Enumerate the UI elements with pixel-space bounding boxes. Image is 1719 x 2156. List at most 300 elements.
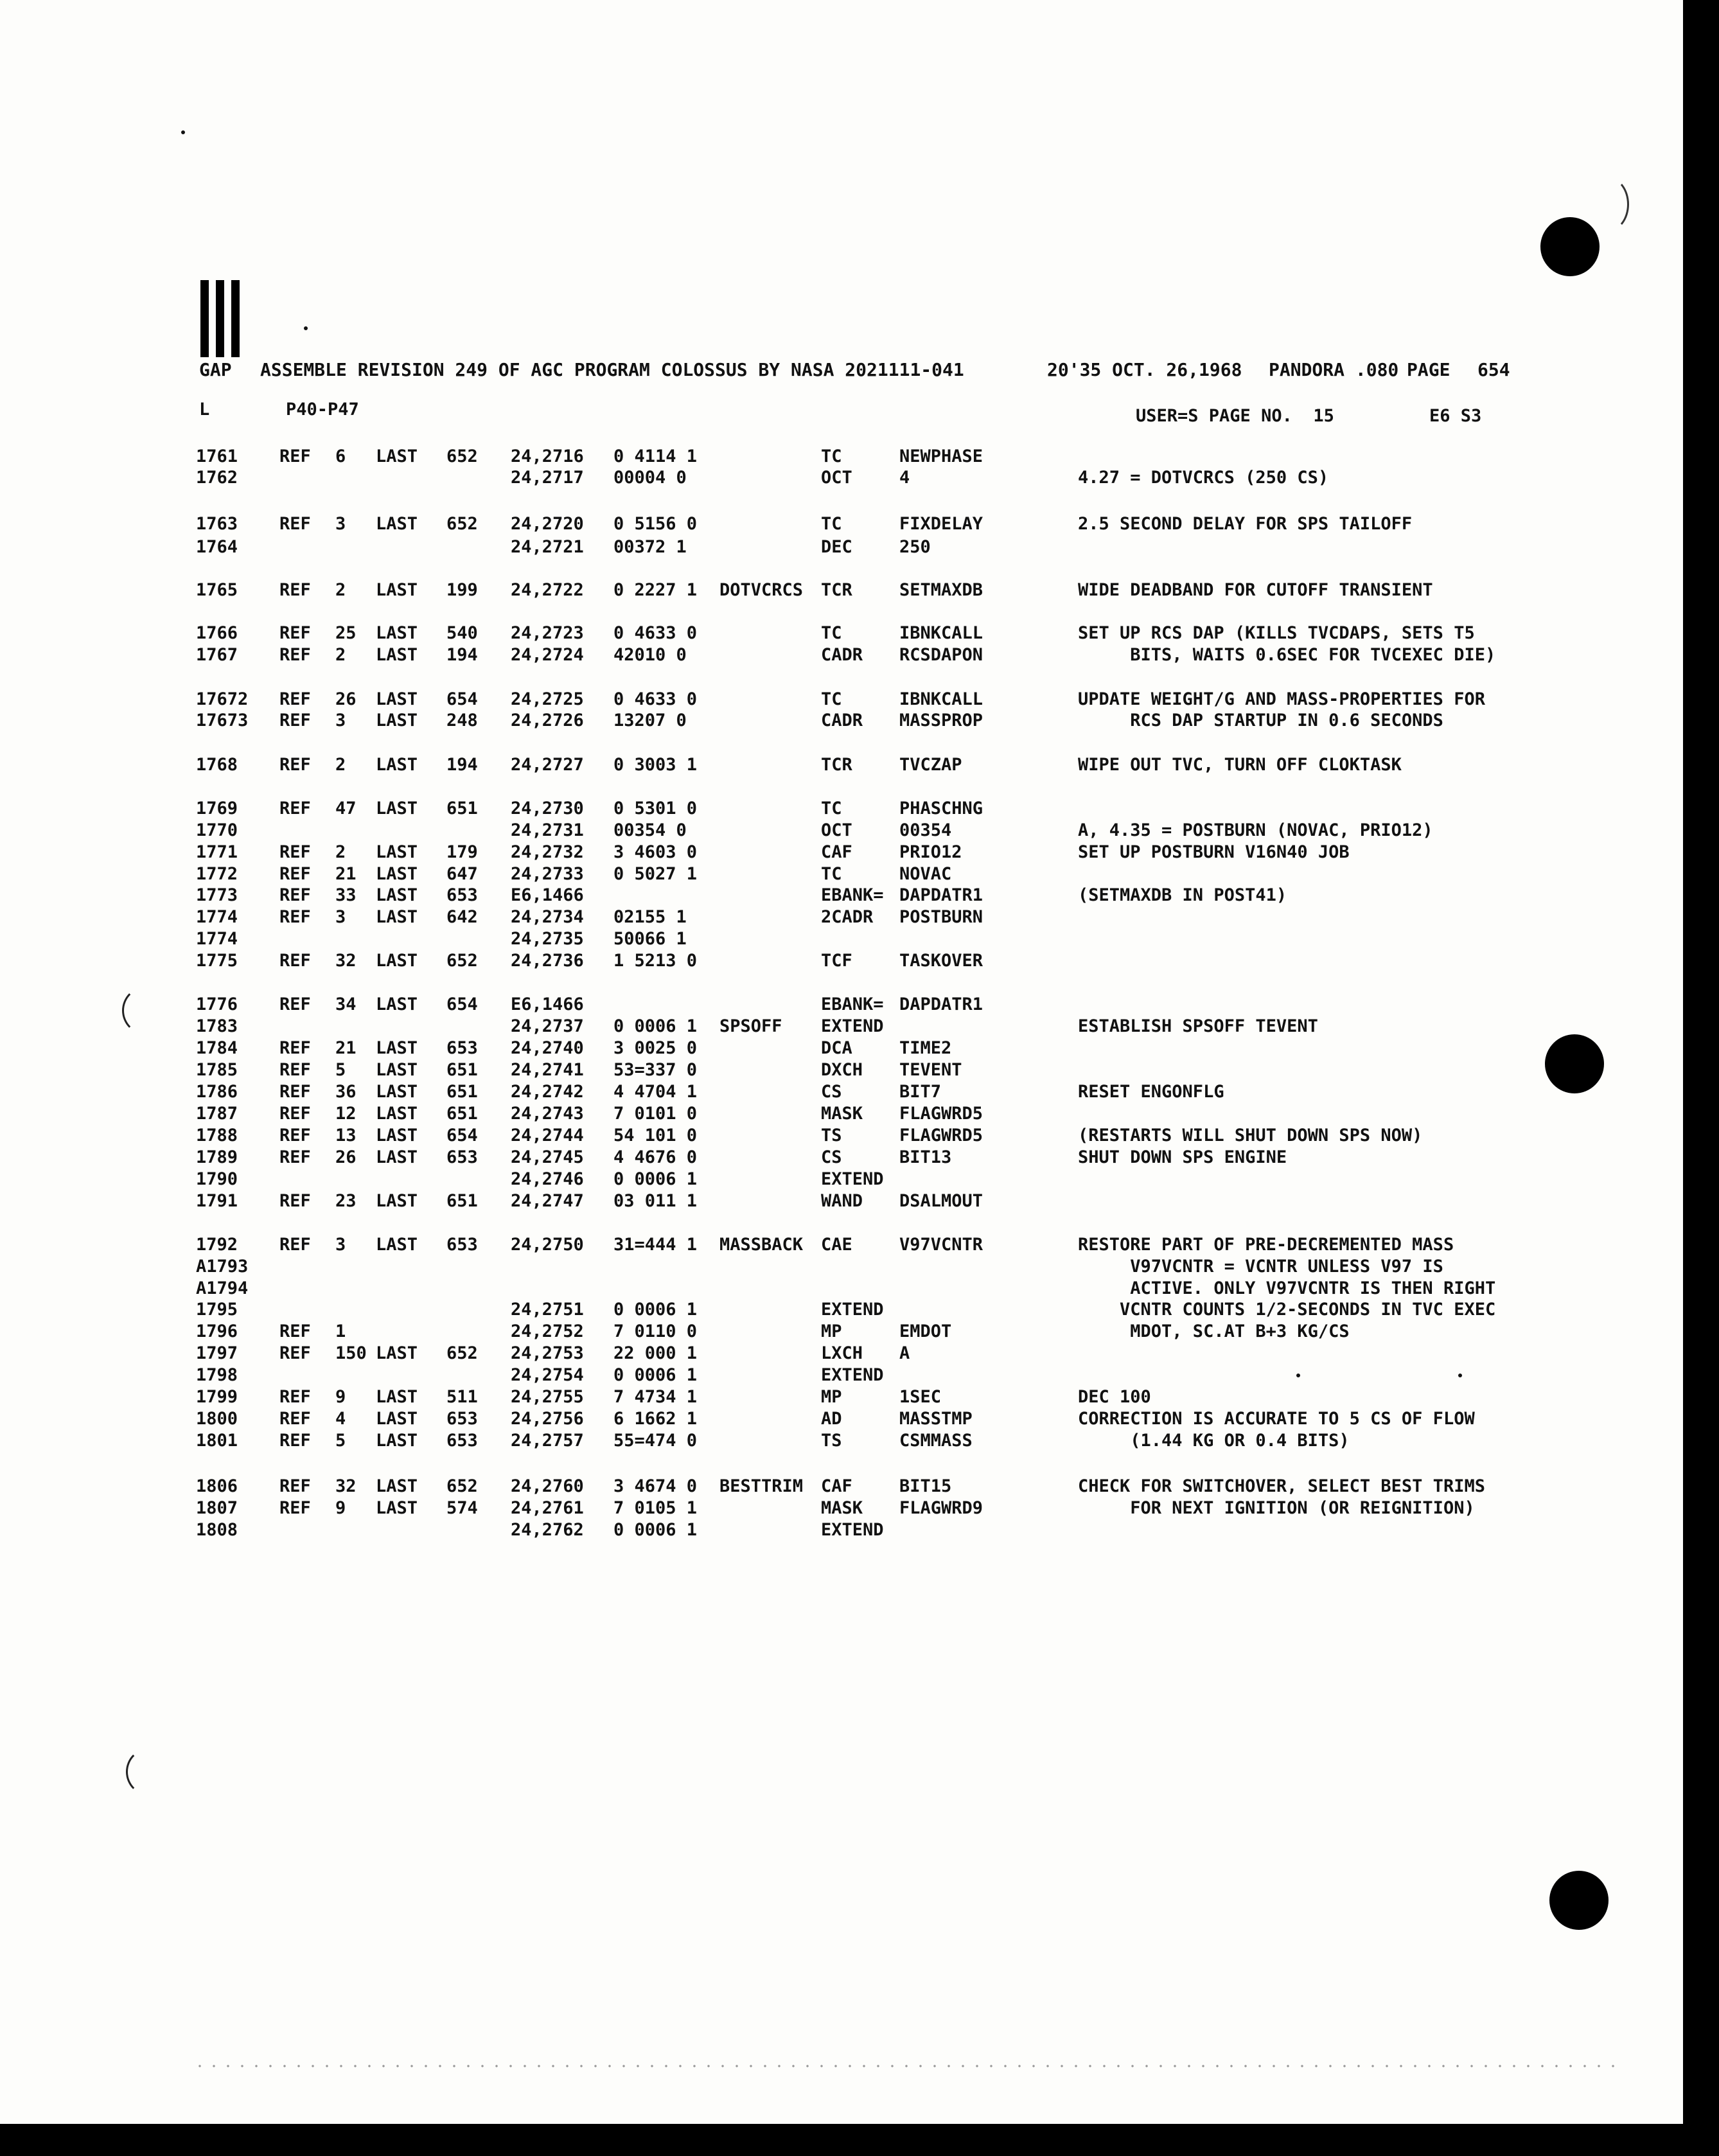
listing-n-cell: 1768	[196, 755, 238, 775]
listing-op-cell: TC	[821, 799, 842, 818]
listing-l-cell: LAST	[376, 907, 418, 927]
hole-arc-mark	[122, 986, 171, 1035]
ink-speck	[1296, 1374, 1300, 1377]
listing-o-cell: 50066 1	[613, 929, 687, 949]
listing-p-cell: 194	[446, 755, 478, 775]
listing-a-cell: 24,2747	[511, 1191, 584, 1211]
listing-l-cell: LAST	[376, 1126, 418, 1145]
listing-r-cell: REF	[279, 1104, 311, 1124]
listing-op-cell: TC	[821, 864, 842, 884]
punch-hole	[1549, 1871, 1609, 1930]
listing-o-cell: 7 4734 1	[613, 1387, 698, 1407]
listing-c-cell: 2	[335, 645, 346, 665]
listing-l-cell: LAST	[376, 1387, 418, 1407]
listing-a-cell: 24,2760	[511, 1476, 584, 1496]
listing-p-cell: 654	[446, 1126, 478, 1145]
listing-l-cell: LAST	[376, 1498, 418, 1518]
listing-p-cell: 652	[446, 951, 478, 971]
listing-op-cell: EBANK=	[821, 994, 884, 1014]
listing-addr-cell: NOVAC	[899, 864, 952, 884]
listing-n-cell: 1799	[196, 1387, 238, 1407]
listing-c-cell: 47	[335, 799, 357, 818]
listing-n-cell: 1774	[196, 929, 238, 949]
listing-n-cell: 1807	[196, 1498, 238, 1518]
listing-c-cell: 2	[335, 842, 346, 862]
listing-l-cell: LAST	[376, 711, 418, 730]
listing-o-cell: 00372 1	[613, 537, 687, 557]
listing-l-cell: LAST	[376, 1409, 418, 1429]
listing-r-cell: REF	[279, 623, 311, 643]
listing-n-cell: 1783	[196, 1016, 238, 1036]
listing-o-cell: 13207 0	[613, 711, 687, 730]
listing-o-cell: 4 4704 1	[613, 1082, 698, 1102]
listing-addr-cell: IBNKCALL	[899, 623, 983, 643]
listing-op-cell: DXCH	[821, 1060, 863, 1080]
listing-lab-cell: SPSOFF	[719, 1016, 782, 1036]
listing-a-cell: 24,2751	[511, 1300, 584, 1320]
listing-l-cell: LAST	[376, 1060, 418, 1080]
ink-speck	[1458, 1374, 1462, 1377]
listing-o-cell: 0 4114 1	[613, 446, 698, 466]
listing-c-cell: 26	[335, 1147, 357, 1167]
listing-a-cell: 24,2740	[511, 1038, 584, 1058]
listing-r-cell: REF	[279, 1476, 311, 1496]
listing-r-cell: REF	[279, 951, 311, 971]
listing-n-cell: 1791	[196, 1191, 238, 1211]
listing-r-cell: REF	[279, 1082, 311, 1102]
listing-r-cell: REF	[279, 799, 311, 818]
listing-n-cell: 1801	[196, 1431, 238, 1451]
listing-lab-cell: BESTTRIM	[719, 1476, 804, 1496]
listing-l-cell: LAST	[376, 689, 418, 709]
listing-addr-cell: NEWPHASE	[899, 446, 983, 466]
listing-n-cell: 1786	[196, 1082, 238, 1102]
listing-l-cell: LAST	[376, 580, 418, 600]
listing-cm-cell: WIDE DEADBAND FOR CUTOFF TRANSIENT	[1078, 580, 1433, 600]
listing-o-cell: 0 2227 1	[613, 580, 698, 600]
listing-a-cell: 24,2741	[511, 1060, 584, 1080]
listing-addr-cell: EMDOT	[899, 1321, 952, 1341]
listing-op-cell: TC	[821, 446, 842, 466]
listing-c-cell: 25	[335, 623, 357, 643]
listing-op-cell: EXTEND	[821, 1169, 884, 1189]
listing-r-cell: REF	[279, 580, 311, 600]
listing-a-cell: 24,2761	[511, 1498, 584, 1518]
listing-p-cell: 651	[446, 1191, 478, 1211]
listing-c-cell: 32	[335, 951, 357, 971]
header-system: PANDORA .080	[1269, 359, 1399, 380]
listing-c-cell: 5	[335, 1060, 346, 1080]
listing-cm-cell: 2.5 SECOND DELAY FOR SPS TAILOFF	[1078, 514, 1413, 534]
listing-a-cell: 24,2722	[511, 580, 584, 600]
listing-o-cell: 0 0006 1	[613, 1365, 698, 1385]
listing-op-cell: DCA	[821, 1038, 852, 1058]
listing-n-cell: 1790	[196, 1169, 238, 1189]
listing-c-cell: 26	[335, 689, 357, 709]
listing-p-cell: 653	[446, 1409, 478, 1429]
listing-a-cell: 24,2734	[511, 907, 584, 927]
listing-o-cell: 7 0101 0	[613, 1104, 698, 1124]
listing-r-cell: REF	[279, 842, 311, 862]
listing-a-cell: 24,2725	[511, 689, 584, 709]
listing-n-cell: 1808	[196, 1520, 238, 1540]
listing-a-cell: 24,2731	[511, 820, 584, 840]
listing-o-cell: 7 0105 1	[613, 1498, 698, 1518]
listing-addr-cell: FLAGWRD9	[899, 1498, 983, 1518]
listing-a-cell: 24,2744	[511, 1126, 584, 1145]
listing-p-cell: 574	[446, 1498, 478, 1518]
ink-speck	[304, 326, 308, 330]
hole-arc-mark	[126, 1747, 175, 1796]
listing-n-cell: A1793	[196, 1257, 249, 1277]
listing-addr-cell: PHASCHNG	[899, 799, 983, 818]
listing-l-cell: LAST	[376, 885, 418, 905]
listing-o-cell: 53=337 0	[613, 1060, 698, 1080]
listing-r-cell: REF	[279, 1409, 311, 1429]
listing-r-cell: REF	[279, 1126, 311, 1145]
listing-n-cell: 1806	[196, 1476, 238, 1496]
punch-hole	[1540, 217, 1600, 276]
listing-lab-cell: MASSBACK	[719, 1235, 804, 1255]
listing-addr-cell: 1SEC	[899, 1387, 942, 1407]
listing-c-cell: 3	[335, 514, 346, 534]
listing-addr-cell: POSTBURN	[899, 907, 983, 927]
listing-a-cell: 24,2752	[511, 1321, 584, 1341]
listing-n-cell: 1770	[196, 820, 238, 840]
listing-p-cell: 199	[446, 580, 478, 600]
listing-r-cell: REF	[279, 1387, 311, 1407]
listing-cm-cell: SET UP RCS DAP (KILLS TVCDAPS, SETS T5	[1078, 623, 1475, 643]
listing-a-cell: 24,2737	[511, 1016, 584, 1036]
listing-p-cell: 652	[446, 514, 478, 534]
listing-o-cell: 00354 0	[613, 820, 687, 840]
listing-l-cell: LAST	[376, 1343, 418, 1363]
listing-a-cell: 24,2732	[511, 842, 584, 862]
listing-a-cell: 24,2762	[511, 1520, 584, 1540]
listing-op-cell: EXTEND	[821, 1016, 884, 1036]
listing-addr-cell: RCSDAPON	[899, 645, 983, 665]
header-timestamp: 20'35 OCT. 26,1968	[1047, 359, 1242, 380]
listing-p-cell: 651	[446, 799, 478, 818]
listing-o-cell: 6 1662 1	[613, 1409, 698, 1429]
listing-n-cell: 1767	[196, 645, 238, 665]
listing-addr-cell: IBNKCALL	[899, 689, 983, 709]
listing-r-cell: REF	[279, 711, 311, 730]
listing-op-cell: EBANK=	[821, 885, 884, 905]
listing-c-cell: 34	[335, 994, 357, 1014]
listing-p-cell: 652	[446, 1476, 478, 1496]
listing-a-cell: 24,2754	[511, 1365, 584, 1385]
punch-hole	[1545, 1034, 1604, 1093]
listing-op-cell: CS	[821, 1082, 842, 1102]
listing-o-cell: 0 3003 1	[613, 755, 698, 775]
header-page-number: 654	[1477, 359, 1510, 380]
listing-r-cell: REF	[279, 1498, 311, 1518]
listing-l-cell: LAST	[376, 994, 418, 1014]
listing-l-cell: LAST	[376, 446, 418, 466]
listing-addr-cell: MASSTMP	[899, 1409, 973, 1429]
listing-cm-cell: RESTORE PART OF PRE-DECREMENTED MASS	[1078, 1235, 1454, 1255]
listing-cm-cell: ESTABLISH SPSOFF TEVENT	[1078, 1016, 1318, 1036]
listing-cm-cell: A, 4.35 = POSTBURN (NOVAC, PRIO12)	[1078, 820, 1433, 840]
listing-cm-cell: UPDATE WEIGHT/G AND MASS-PROPERTIES FOR	[1078, 689, 1485, 709]
listing-c-cell: 5	[335, 1431, 346, 1451]
listing-r-cell: REF	[279, 514, 311, 534]
listing-n-cell: 1787	[196, 1104, 238, 1124]
listing-addr-cell: MASSPROP	[899, 711, 983, 730]
listing-c-cell: 3	[335, 1235, 346, 1255]
listing-n-cell: 17672	[196, 689, 249, 709]
listing-n-cell: 1773	[196, 885, 238, 905]
listing-c-cell: 3	[335, 907, 346, 927]
header-title: ASSEMBLE REVISION 249 OF AGC PROGRAM COLOSSUS BY NASA 2021111-041	[260, 359, 964, 380]
listing-addr-cell: DAPDATR1	[899, 994, 983, 1014]
listing-addr-cell: TEVENT	[899, 1060, 962, 1080]
listing-a-cell: 24,2743	[511, 1104, 584, 1124]
listing-n-cell: 1769	[196, 799, 238, 818]
listing-p-cell: 653	[446, 1147, 478, 1167]
listing-r-cell: REF	[279, 1235, 311, 1255]
listing-a-cell: 24,2724	[511, 645, 584, 665]
listing-op-cell: TS	[821, 1431, 842, 1451]
listing-op-cell: OCT	[821, 820, 852, 840]
listing-n-cell: 1771	[196, 842, 238, 862]
listing-r-cell: REF	[279, 1038, 311, 1058]
listing-cm-cell: RCS DAP STARTUP IN 0.6 SECONDS	[1078, 711, 1443, 730]
listing-r-cell: REF	[279, 1321, 311, 1341]
listing-p-cell: 651	[446, 1082, 478, 1102]
listing-addr-cell: FLAGWRD5	[899, 1104, 983, 1124]
listing-addr-cell: FLAGWRD5	[899, 1126, 983, 1145]
listing-r-cell: REF	[279, 446, 311, 466]
listing-op-cell: CAF	[821, 842, 852, 862]
listing-a-cell: 24,2717	[511, 468, 584, 488]
listing-op-cell: TC	[821, 689, 842, 709]
listing-r-cell: REF	[279, 1343, 311, 1363]
listing-op-cell: TS	[821, 1126, 842, 1145]
listing-cm-cell: MDOT, SC.AT B+3 KG/CS	[1078, 1321, 1350, 1341]
listing-cm-cell: SHUT DOWN SPS ENGINE	[1078, 1147, 1287, 1167]
listing-p-cell: 647	[446, 864, 478, 884]
listing-cm-cell: 4.27 = DOTVCRCS (250 CS)	[1078, 468, 1329, 488]
listing-n-cell: 1761	[196, 446, 238, 466]
listing-a-cell: 24,2720	[511, 514, 584, 534]
listing-o-cell: 00004 0	[613, 468, 687, 488]
listing-n-cell: 1763	[196, 514, 238, 534]
listing-op-cell: EXTEND	[821, 1520, 884, 1540]
listing-addr-cell: DAPDATR1	[899, 885, 983, 905]
listing-c-cell: 21	[335, 864, 357, 884]
listing-a-cell: 24,2745	[511, 1147, 584, 1167]
listing-n-cell: 1785	[196, 1060, 238, 1080]
listing-op-cell: TCR	[821, 755, 852, 775]
listing-c-cell: 32	[335, 1476, 357, 1496]
listing-a-cell: 24,2742	[511, 1082, 584, 1102]
listing-o-cell: 3 4603 0	[613, 842, 698, 862]
listing-a-cell: E6,1466	[511, 994, 584, 1014]
listing-p-cell: 653	[446, 885, 478, 905]
listing-l-cell: LAST	[376, 1038, 418, 1058]
listing-p-cell: 642	[446, 907, 478, 927]
listing-op-cell: CADR	[821, 711, 863, 730]
listing-o-cell: 0 5027 1	[613, 864, 698, 884]
listing-addr-cell: TVCZAP	[899, 755, 962, 775]
listing-cm-cell: BITS, WAITS 0.6SEC FOR TVCEXEC DIE)	[1078, 645, 1496, 665]
listing-l-cell: LAST	[376, 864, 418, 884]
listing-op-cell: AD	[821, 1409, 842, 1429]
listing-op-cell: MP	[821, 1387, 842, 1407]
listing-c-cell: 6	[335, 446, 346, 466]
listing-o-cell: 0 0006 1	[613, 1300, 698, 1320]
listing-cm-cell: (SETMAXDB IN POST41)	[1078, 885, 1287, 905]
subheader-letter: L	[199, 400, 210, 420]
listing-n-cell: 1788	[196, 1126, 238, 1145]
listing-p-cell: 654	[446, 689, 478, 709]
listing-op-cell: CADR	[821, 645, 863, 665]
listing-a-cell: 24,2716	[511, 446, 584, 466]
listing-o-cell: 02155 1	[613, 907, 687, 927]
listing-p-cell: 653	[446, 1235, 478, 1255]
subheader-user-page: USER=S PAGE NO. 15	[1136, 406, 1334, 426]
listing-r-cell: REF	[279, 1147, 311, 1167]
listing-l-cell: LAST	[376, 1476, 418, 1496]
listing-n-cell: 1798	[196, 1365, 238, 1385]
listing-n-cell: 1776	[196, 994, 238, 1014]
listing-o-cell: 0 0006 1	[613, 1169, 698, 1189]
listing-a-cell: 24,2757	[511, 1431, 584, 1451]
listing-c-cell: 23	[335, 1191, 357, 1211]
listing-op-cell: TC	[821, 514, 842, 534]
listing-l-cell: LAST	[376, 1191, 418, 1211]
listing-n-cell: 1795	[196, 1300, 238, 1320]
listing-op-cell: MASK	[821, 1498, 863, 1518]
listing-o-cell: 31=444 1	[613, 1235, 698, 1255]
listing-a-cell: 24,2753	[511, 1343, 584, 1363]
listing-r-cell: REF	[279, 885, 311, 905]
listing-p-cell: 540	[446, 623, 478, 643]
listing-o-cell: 0 4633 0	[613, 689, 698, 709]
listing-r-cell: REF	[279, 994, 311, 1014]
listing-r-cell: REF	[279, 1191, 311, 1211]
listing-c-cell: 3	[335, 711, 346, 730]
listing-o-cell: 4 4676 0	[613, 1147, 698, 1167]
listing-n-cell: 1784	[196, 1038, 238, 1058]
listing-n-cell: 1792	[196, 1235, 238, 1255]
listing-addr-cell: BIT7	[899, 1082, 942, 1102]
listing-op-cell: TC	[821, 623, 842, 643]
listing-c-cell: 36	[335, 1082, 357, 1102]
listing-a-cell: 24,2723	[511, 623, 584, 643]
listing-l-cell: LAST	[376, 951, 418, 971]
listing-a-cell: 24,2736	[511, 951, 584, 971]
listing-n-cell: A1794	[196, 1278, 249, 1298]
listing-addr-cell: V97VCNTR	[899, 1235, 983, 1255]
listing-c-cell: 13	[335, 1126, 357, 1145]
listing-a-cell: 24,2756	[511, 1409, 584, 1429]
listing-addr-cell: 250	[899, 537, 931, 557]
listing-r-cell: REF	[279, 864, 311, 884]
listing-cm-cell: VCNTR COUNTS 1/2-SECONDS IN TVC EXEC	[1078, 1300, 1496, 1320]
listing-r-cell: REF	[279, 755, 311, 775]
listing-c-cell: 2	[335, 580, 346, 600]
subheader-code: E6 S3	[1429, 406, 1482, 426]
listing-op-cell: CAF	[821, 1476, 852, 1496]
listing-p-cell: 654	[446, 994, 478, 1014]
listing-o-cell: 0 4633 0	[613, 623, 698, 643]
listing-p-cell: 652	[446, 1343, 478, 1363]
listing-op-cell: 2CADR	[821, 907, 874, 927]
listing-o-cell: 55=474 0	[613, 1431, 698, 1451]
listing-addr-cell: BIT15	[899, 1476, 952, 1496]
listing-addr-cell: TIME2	[899, 1038, 952, 1058]
listing-o-cell: 22 000 1	[613, 1343, 698, 1363]
listing-addr-cell: PRIO12	[899, 842, 962, 862]
listing-o-cell: 3 4674 0	[613, 1476, 698, 1496]
listing-n-cell: 1765	[196, 580, 238, 600]
listing-op-cell: EXTEND	[821, 1300, 884, 1320]
subheader-section: P40-P47	[286, 400, 359, 420]
listing-n-cell: 1796	[196, 1321, 238, 1341]
listing-c-cell: 150	[335, 1343, 367, 1363]
listing-l-cell: LAST	[376, 514, 418, 534]
listing-r-cell: REF	[279, 907, 311, 927]
listing-cm-cell: (RESTARTS WILL SHUT DOWN SPS NOW)	[1078, 1126, 1423, 1145]
listing-c-cell: 2	[335, 755, 346, 775]
perforation-dots	[193, 2065, 1619, 2067]
listing-a-cell: 24,2721	[511, 537, 584, 557]
listing-cm-cell: ACTIVE. ONLY V97VCNTR IS THEN RIGHT	[1078, 1278, 1496, 1298]
listing-n-cell: 1764	[196, 537, 238, 557]
listing-l-cell: LAST	[376, 1147, 418, 1167]
listing-o-cell: 0 5156 0	[613, 514, 698, 534]
listing-o-cell: 7 0110 0	[613, 1321, 698, 1341]
listing-lab-cell: DOTVCRCS	[719, 580, 804, 600]
listing-n-cell: 1797	[196, 1343, 238, 1363]
listing-n-cell: 1772	[196, 864, 238, 884]
header-page-label: PAGE	[1407, 359, 1450, 380]
listing-p-cell: 179	[446, 842, 478, 862]
listing-a-cell: 24,2750	[511, 1235, 584, 1255]
listing-r-cell: REF	[279, 1431, 311, 1451]
listing-op-cell: OCT	[821, 468, 852, 488]
listing-cm-cell: WIPE OUT TVC, TURN OFF CLOKTASK	[1078, 755, 1402, 775]
hole-arc-mark	[1587, 177, 1629, 232]
listing-o-cell: 54 101 0	[613, 1126, 698, 1145]
listing-o-cell: 3 0025 0	[613, 1038, 698, 1058]
listing-p-cell: 653	[446, 1038, 478, 1058]
listing-l-cell: LAST	[376, 1431, 418, 1451]
listing-p-cell: 194	[446, 645, 478, 665]
listing-addr-cell: 4	[899, 468, 910, 488]
ink-speck	[181, 130, 185, 134]
listing-c-cell: 4	[335, 1409, 346, 1429]
listing-a-cell: E6,1466	[511, 885, 584, 905]
listing-addr-cell: SETMAXDB	[899, 580, 983, 600]
listing-o-cell: 0 5301 0	[613, 799, 698, 818]
listing-op-cell: TCR	[821, 580, 852, 600]
listing-r-cell: REF	[279, 1060, 311, 1080]
listing-l-cell: LAST	[376, 1104, 418, 1124]
listing-o-cell: 0 0006 1	[613, 1520, 698, 1540]
listing-a-cell: 24,2730	[511, 799, 584, 818]
listing-op-cell: LXCH	[821, 1343, 863, 1363]
listing-o-cell: 42010 0	[613, 645, 687, 665]
listing-c-cell: 9	[335, 1387, 346, 1407]
listing-n-cell: 1766	[196, 623, 238, 643]
listing-op-cell: TCF	[821, 951, 852, 971]
listing-cm-cell: DEC 100	[1078, 1387, 1151, 1407]
listing-a-cell: 24,2735	[511, 929, 584, 949]
